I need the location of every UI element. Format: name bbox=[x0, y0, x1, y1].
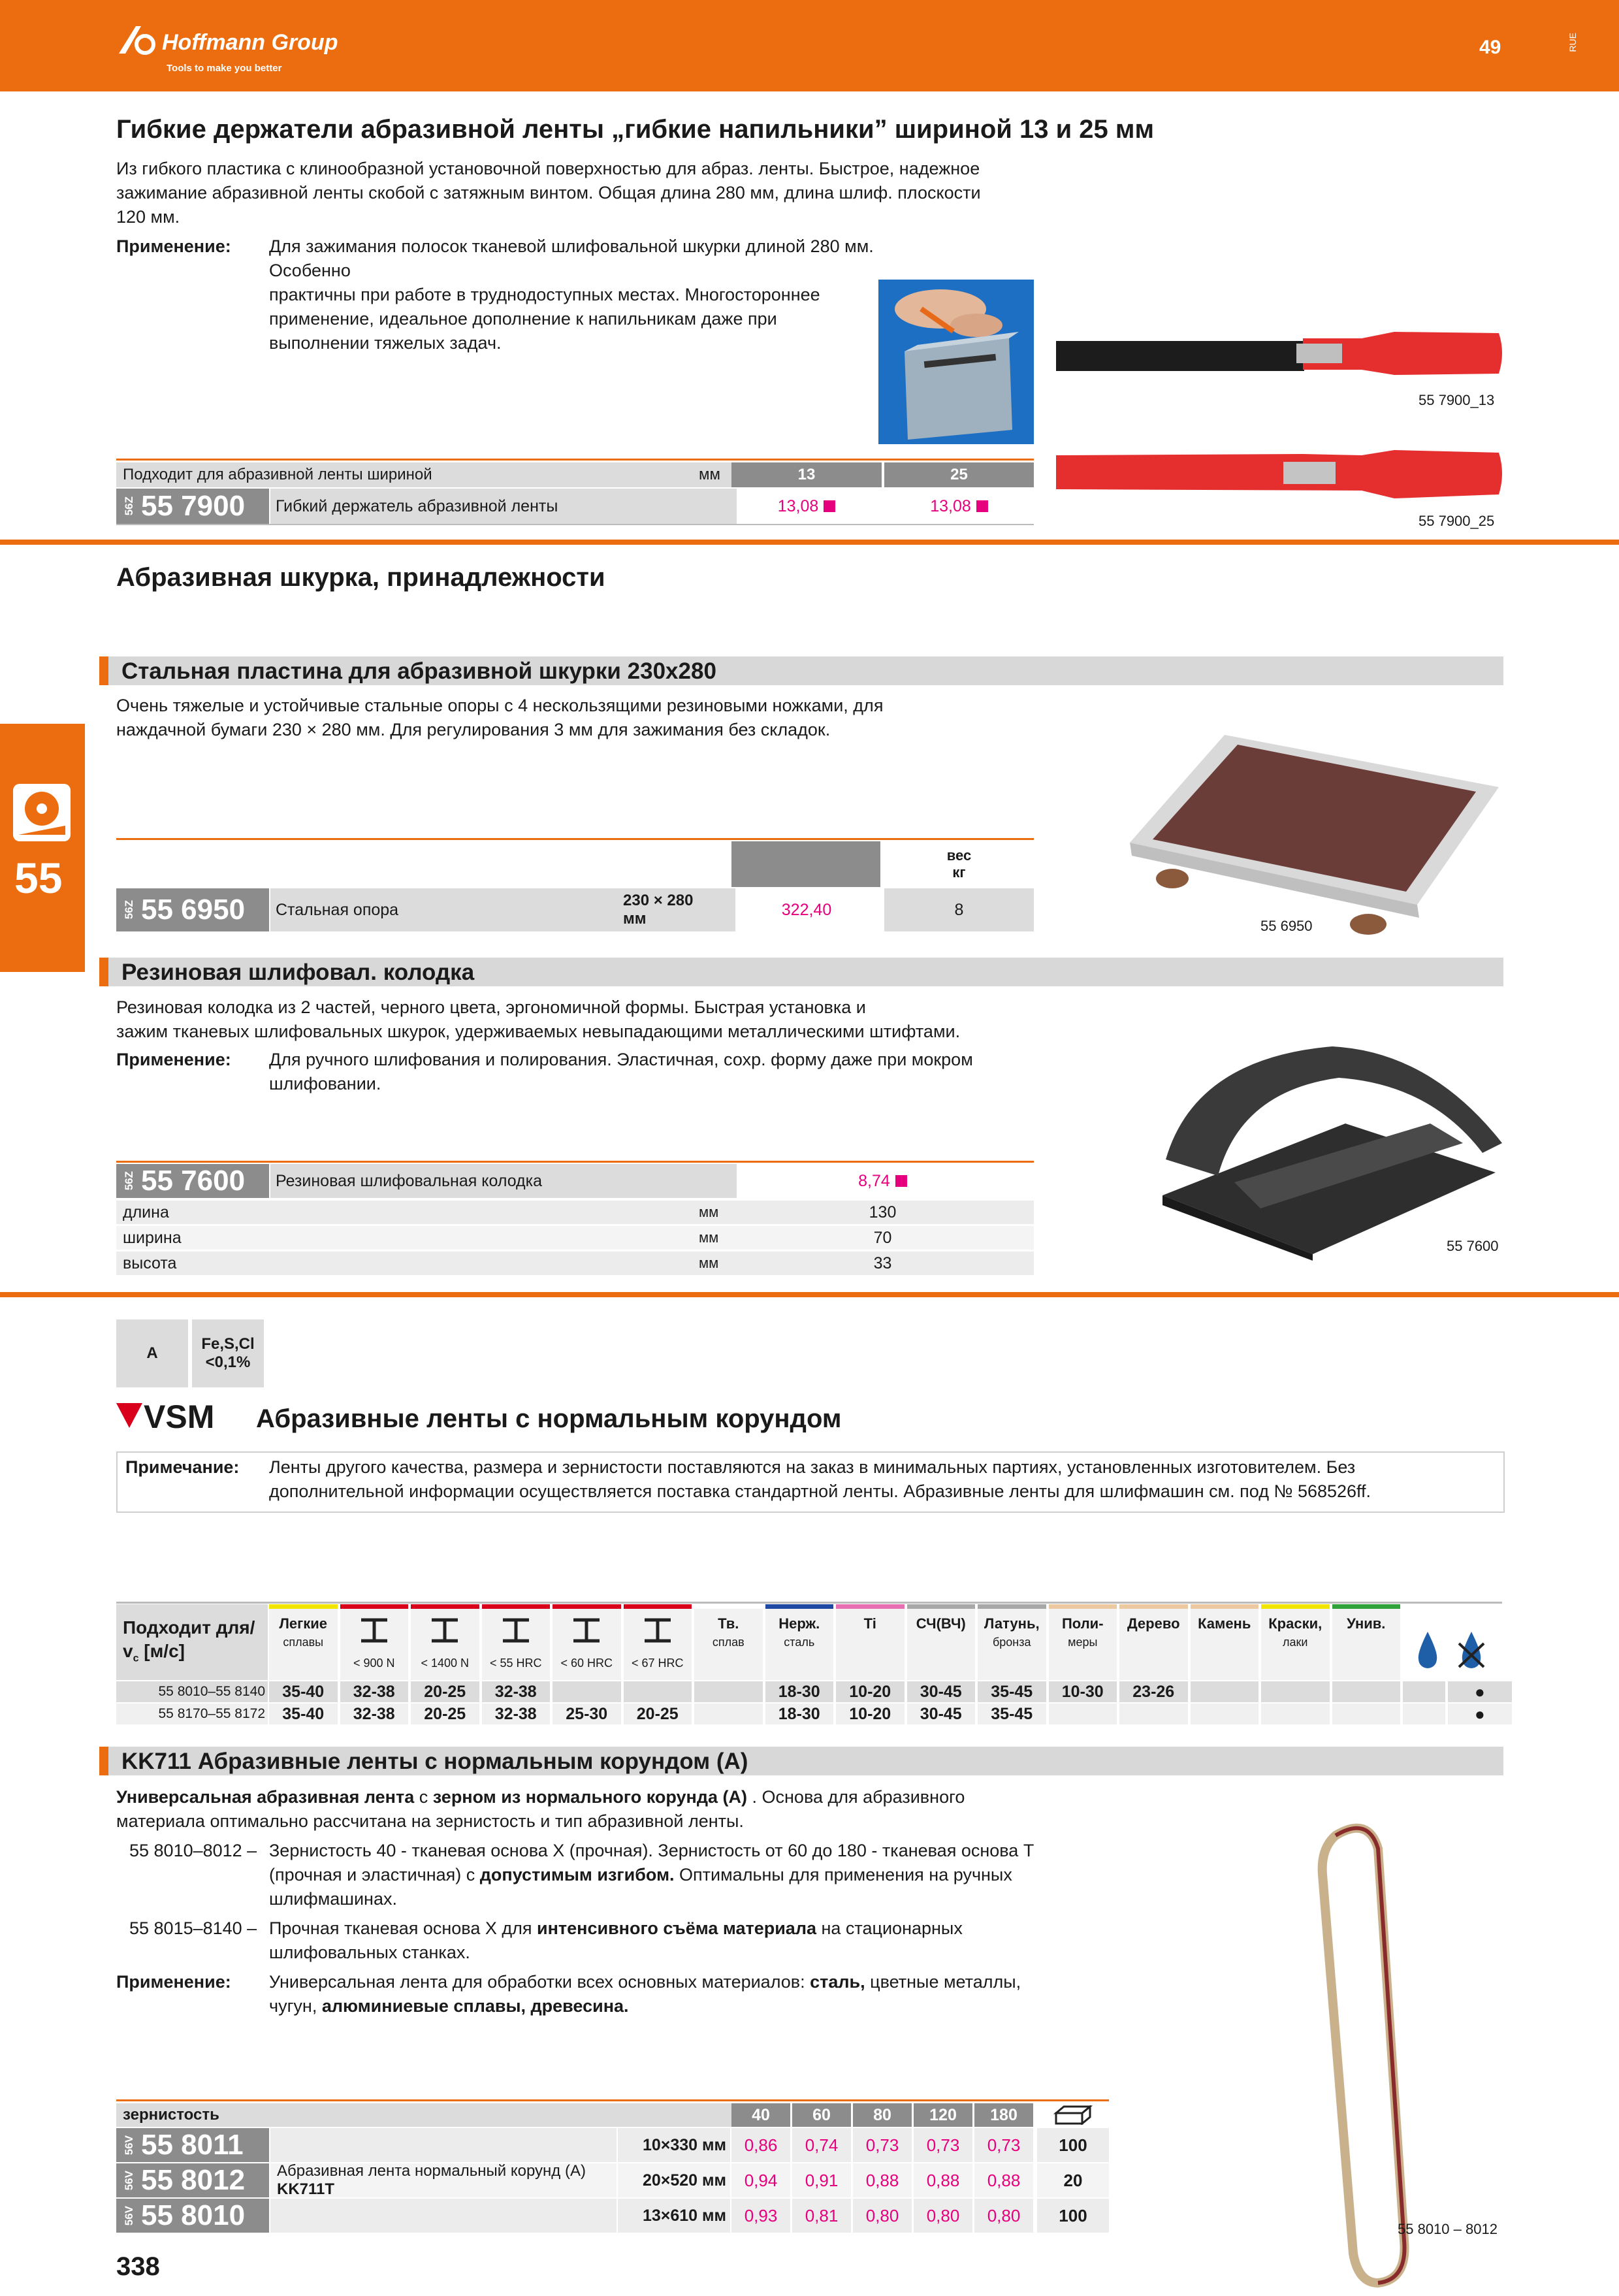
matrix-col-label: Поли- меры bbox=[1061, 1615, 1104, 1649]
material-color-stripe bbox=[1332, 1604, 1401, 1609]
article-number[interactable]: 56V 55 8012 bbox=[116, 2163, 269, 2197]
item2-code: 55 8015–8140 – bbox=[129, 1918, 257, 1938]
matrix-cell: 32-38 bbox=[340, 1704, 409, 1724]
matrix-col-label: СЧ(ВЧ) bbox=[916, 1615, 966, 1632]
matrix-cell: 30-45 bbox=[907, 1704, 976, 1724]
matrix-cell: 20-25 bbox=[624, 1704, 692, 1724]
price[interactable]: 8,74 bbox=[731, 1164, 1034, 1198]
article-number[interactable]: 56Z 55 7900 bbox=[116, 489, 269, 524]
app-line: применение, идеальное дополнение к напильникам даже при bbox=[269, 309, 777, 329]
material-color-stripe bbox=[836, 1604, 905, 1609]
desc-line: наждачной бумаги 230 × 280 мм. Для регулирования 3 мм для зажимания без складок. bbox=[116, 720, 831, 739]
grit-col-80: 80 bbox=[853, 2103, 912, 2127]
dry-grinding-icon bbox=[1455, 1630, 1488, 1670]
brand-name: Hoffmann Group bbox=[162, 30, 338, 55]
item1-text: Зернистость 40 - тканевая основа X (прочная). Зернистость от 60 до 180 - тканевая основа T (прочная и эластичная) с допустимым изгибом. Оптимальны для применения на ручных шлифмашинах. bbox=[269, 1841, 1034, 1909]
section1-description bbox=[116, 157, 1063, 229]
belt-price[interactable]: 0,91 bbox=[792, 2163, 851, 2197]
product-name: Гибкий держатель абразивной ленты bbox=[270, 489, 737, 524]
table-header-label: Подходит для абразивной ленты шириной bbox=[116, 462, 737, 487]
wet-grinding-icon bbox=[1415, 1630, 1441, 1670]
material-color-stripe bbox=[1049, 1604, 1117, 1609]
material-color-stripe bbox=[340, 1604, 409, 1609]
matrix-cell bbox=[1191, 1681, 1259, 1702]
product-name: Стальная опора bbox=[270, 888, 622, 931]
matrix-col-label: < 67 HRC bbox=[631, 1657, 684, 1670]
matrix-col-label: Легкие сплавы bbox=[279, 1615, 328, 1649]
price-13[interactable]: 13,08 bbox=[731, 489, 882, 524]
app-line: Для зажимания полосок тканевой шлифовальной шкурки длиной 280 мм. Особенно bbox=[269, 236, 874, 280]
article-number[interactable]: 56V 55 8011 bbox=[116, 2128, 269, 2162]
matrix-col-label: Ti bbox=[863, 1615, 876, 1632]
matrix-cell bbox=[1191, 1704, 1259, 1724]
section-divider bbox=[0, 540, 1619, 545]
image-label: 55 7600 bbox=[1447, 1238, 1499, 1254]
material-color-stripe bbox=[411, 1604, 479, 1609]
desc-line: 120 мм. bbox=[116, 207, 180, 227]
abrasive-belt-image bbox=[1313, 1822, 1411, 2293]
product-size: 230 × 280 мм bbox=[618, 888, 735, 931]
matrix-cell: 35-40 bbox=[269, 1681, 338, 1702]
material-color-stripe bbox=[1119, 1604, 1188, 1609]
spec-label-height: высота bbox=[116, 1252, 738, 1275]
matrix-col-label: Латунь, бронза bbox=[984, 1615, 1040, 1649]
product-name: Резиновая шлифовальная колодка bbox=[270, 1164, 737, 1198]
article-number[interactable]: 56V 55 8010 bbox=[116, 2199, 269, 2233]
holder-13-image bbox=[1055, 327, 1505, 385]
material-color-stripe bbox=[907, 1604, 976, 1609]
item1-code: 55 8010–8012 – bbox=[129, 1841, 257, 1860]
material-color-stripe bbox=[553, 1604, 621, 1609]
matrix-cell: 32-38 bbox=[482, 1681, 551, 1702]
matrix-row-range: 55 8170–55 8172 bbox=[116, 1704, 268, 1724]
section-divider bbox=[0, 1292, 1619, 1297]
section-bar-steel-plate: Стальная пластина для абразивной шкурки 230x280 bbox=[99, 656, 1503, 685]
section6-application: Универсальная лента для обработки всех основных материалов: сталь, цветные металлы, чугун, алюминиевые сплавы, древесина. bbox=[269, 1972, 1021, 2016]
application-label: Применение: bbox=[116, 1972, 231, 1992]
material-color-stripe bbox=[694, 1604, 763, 1609]
belt-size: 13×610 мм bbox=[618, 2199, 730, 2233]
matrix-cell: 10-20 bbox=[836, 1704, 905, 1724]
matrix-cell bbox=[1332, 1681, 1401, 1702]
matrix-cell: 20-25 bbox=[411, 1704, 479, 1724]
matrix-cell bbox=[1049, 1704, 1117, 1724]
image-label: 55 7900_13 bbox=[1419, 392, 1495, 408]
matrix-header-label: Подходит для/ $v_c$ [м/с] bbox=[123, 1617, 255, 1664]
matrix-col-label: < 60 HRC bbox=[560, 1657, 613, 1670]
desc-line: Очень тяжелые и устойчивые стальные опоры с 4 нескользящими резиновыми ножками, для bbox=[116, 696, 884, 715]
app-line: выполнении тяжелых задач. bbox=[269, 333, 502, 353]
belt-price[interactable]: 0,94 bbox=[731, 2163, 790, 2197]
section4-description bbox=[116, 995, 1063, 1044]
app-line: практичны при работе в труднодоступных местах. Многостороннее bbox=[269, 285, 820, 304]
width-col-25: 25 bbox=[884, 462, 1034, 487]
table-top-line bbox=[116, 838, 1034, 840]
matrix-cell bbox=[1332, 1704, 1401, 1724]
section1-title: Гибкие держатели абразивной ленты „гибкие напильники” шириной 13 и 25 мм bbox=[116, 115, 1155, 144]
material-color-stripe bbox=[482, 1604, 551, 1609]
weight-header: вес кг bbox=[946, 847, 972, 881]
spec-label-width: ширина bbox=[116, 1226, 738, 1250]
belt-product-name: Абразивная лента нормальный корунд (A) KK711T bbox=[277, 2162, 586, 2198]
grit-col-40: 40 bbox=[731, 2103, 790, 2127]
material-color-stripe bbox=[1261, 1604, 1330, 1609]
grit-col-60: 60 bbox=[792, 2103, 851, 2127]
section2-title: Абразивная шкурка, принадлежности bbox=[116, 563, 605, 592]
belt-price[interactable]: 0,88 bbox=[974, 2163, 1033, 2197]
material-color-stripe bbox=[624, 1604, 692, 1609]
belt-price[interactable]: 0,93 bbox=[731, 2199, 790, 2233]
belt-price[interactable]: 0,73 bbox=[914, 2128, 972, 2162]
belt-price[interactable]: 0,88 bbox=[853, 2163, 912, 2197]
dry-grinding-dot: ● bbox=[1448, 1681, 1512, 1702]
grit-col-180: 180 bbox=[974, 2103, 1033, 2127]
article-number[interactable]: 56Z 55 6950 bbox=[116, 888, 269, 931]
note-label: Примечание: bbox=[125, 1457, 240, 1477]
belt-size: 10×330 мм bbox=[618, 2128, 730, 2162]
divider bbox=[116, 524, 1034, 525]
usage-photo bbox=[878, 280, 1034, 444]
pack-quantity: 100 bbox=[1037, 2128, 1109, 2162]
belt-price[interactable]: 0,81 bbox=[792, 2199, 851, 2233]
image-label: 55 7900_25 bbox=[1419, 513, 1495, 529]
table-top-line bbox=[116, 1161, 1034, 1163]
desc-line: Резиновая колодка из 2 частей, черного цвета, эргономичной формы. Быстрая установка и bbox=[116, 997, 866, 1017]
image-label: 55 6950 bbox=[1260, 918, 1313, 934]
matrix-cell bbox=[553, 1681, 621, 1702]
material-color-stripe bbox=[978, 1604, 1046, 1609]
pack-quantity-icon bbox=[1037, 2103, 1109, 2127]
belt-price[interactable]: 0,74 bbox=[792, 2128, 851, 2162]
note-line: дополнительной информации осуществляется поставка стандартной ленты. Абразивные ленты для шлифмашин см. под № 568526ff. bbox=[269, 1481, 1371, 1501]
desc-line: зажимание абразивной ленты скобой с затяжным винтом. Общая длина 280 мм, длина шлиф. плоскости bbox=[116, 183, 981, 202]
image-label: 55 8010 – 8012 bbox=[1398, 2221, 1498, 2237]
matrix-cell: 23-26 bbox=[1119, 1681, 1188, 1702]
matrix-col-label: Камень bbox=[1198, 1615, 1251, 1632]
table-header-unit: мм bbox=[699, 462, 730, 487]
matrix-cell: 32-38 bbox=[482, 1704, 551, 1724]
spec-value-width: 70 bbox=[731, 1226, 1034, 1250]
belt-name-cell bbox=[270, 2128, 617, 2162]
application-label: Применение: bbox=[116, 1050, 231, 1069]
spec-value-length: 130 bbox=[731, 1201, 1034, 1224]
matrix-cell: 35-40 bbox=[269, 1704, 338, 1724]
section5-title: Абразивные ленты с нормальным корундом bbox=[256, 1404, 842, 1433]
section-bar-kk711: KK711 Абразивные ленты с нормальным корундом (A) bbox=[99, 1747, 1503, 1775]
weight-value: 8 bbox=[884, 888, 1034, 931]
matrix-cell: 18-30 bbox=[765, 1704, 834, 1724]
application-label: Применение: bbox=[116, 236, 231, 256]
section3-description bbox=[116, 694, 1063, 742]
dry-grinding-dot: ● bbox=[1448, 1704, 1512, 1724]
desc-line: зажим тканевых шлифовальных шкурок, удерживаемых невыпадающими металлическими штифтами. bbox=[116, 1022, 961, 1041]
belt-price[interactable]: 0,86 bbox=[731, 2128, 790, 2162]
matrix-cell: 30-45 bbox=[907, 1681, 976, 1702]
price[interactable]: 322,40 bbox=[781, 900, 832, 919]
table-top-line bbox=[116, 2099, 1109, 2101]
matrix-cell: 25-30 bbox=[553, 1704, 621, 1724]
matrix-cell bbox=[1261, 1681, 1330, 1702]
language-code: RUE bbox=[1567, 33, 1578, 52]
belt-size: 20×520 мм bbox=[618, 2163, 730, 2197]
belt-name-cell bbox=[270, 2199, 617, 2233]
holder-25-image bbox=[1055, 447, 1505, 506]
matrix-cell: 20-25 bbox=[411, 1681, 479, 1702]
matrix-col-label: < 1400 N bbox=[421, 1657, 470, 1670]
section4-application bbox=[269, 1048, 1053, 1096]
sanding-disc-icon bbox=[12, 783, 72, 843]
matrix-col-label: < 900 N bbox=[353, 1657, 395, 1670]
matrix-cell: 18-30 bbox=[765, 1681, 834, 1702]
matrix-cell: 35-45 bbox=[978, 1704, 1046, 1724]
matrix-col-label: Краски, лаки bbox=[1268, 1615, 1322, 1649]
matrix-col-label: Дерево bbox=[1127, 1615, 1180, 1632]
matrix-cell bbox=[694, 1681, 763, 1702]
chapter-number: 55 bbox=[14, 854, 63, 902]
matrix-cell: 10-20 bbox=[836, 1681, 905, 1702]
matrix-cell: 32-38 bbox=[340, 1681, 409, 1702]
matrix-cell: 10-30 bbox=[1049, 1681, 1117, 1702]
note-line: Ленты другого качества, размера и зернистости поставляются на заказ в минимальных партиях, установленных изготовителем. Без bbox=[269, 1457, 1356, 1477]
vsm-logo-icon bbox=[116, 1400, 142, 1432]
app-line: Для ручного шлифования и полирования. Эластичная, сохр. форму даже при мокром bbox=[269, 1050, 973, 1069]
matrix-col-label: < 55 HRC bbox=[489, 1657, 542, 1670]
section1-application bbox=[269, 234, 896, 355]
chapter-tab[interactable] bbox=[0, 724, 85, 972]
note-text bbox=[269, 1455, 1497, 1504]
matrix-col-label: Нерж. сталь bbox=[778, 1615, 820, 1649]
price-25[interactable]: 13,08 bbox=[884, 489, 1034, 524]
grit-col-120: 120 bbox=[914, 2103, 972, 2127]
spec-label-length: длина bbox=[116, 1201, 738, 1224]
material-color-stripe bbox=[269, 1604, 338, 1609]
page-number-top: 49 bbox=[1479, 37, 1501, 58]
page-number-bottom: 338 bbox=[116, 2252, 160, 2281]
app-line: шлифовании. bbox=[269, 1074, 381, 1093]
belt-price[interactable]: 0,80 bbox=[853, 2199, 912, 2233]
grit-label: зернистость bbox=[116, 2103, 737, 2127]
matrix-cell bbox=[624, 1681, 692, 1702]
section-bar-rubber-block: Резиновая шлифовал. колодка bbox=[99, 958, 1503, 986]
article-number[interactable]: 56Z 55 7600 bbox=[116, 1164, 269, 1198]
section6-intro: Универсальная абразивная лента с зерном из нормального корунда (A) . Основа для абразивного материала оптимально рассчитана на зернистость и тип абразивной ленты. bbox=[116, 1787, 965, 1831]
spec-unit: мм bbox=[699, 1201, 730, 1224]
matrix-row-range: 55 8010–55 8140 bbox=[116, 1681, 268, 1702]
pack-quantity: 20 bbox=[1037, 2163, 1109, 2197]
matrix-cell bbox=[1403, 1681, 1445, 1702]
matrix-cell: 35-45 bbox=[978, 1681, 1046, 1702]
table-top-line bbox=[116, 459, 1034, 461]
matrix-cell bbox=[694, 1704, 763, 1724]
brand-tagline: Tools to make you better bbox=[167, 63, 282, 74]
vsm-brand: VSM bbox=[144, 1399, 215, 1435]
hoffmann-logo-icon bbox=[116, 25, 158, 58]
steel-plate-image bbox=[1127, 732, 1502, 941]
material-color-stripe bbox=[1191, 1604, 1259, 1609]
desc-line: Из гибкого пластика с клинообразной установочной поверхностью для абраз. ленты. Быстрое, надежное bbox=[116, 159, 980, 178]
belt-price[interactable]: 0,80 bbox=[914, 2199, 972, 2233]
belt-price[interactable]: 0,73 bbox=[853, 2128, 912, 2162]
matrix-cell bbox=[1119, 1704, 1188, 1724]
price-header bbox=[731, 841, 880, 887]
matrix-col-label: Унив. bbox=[1347, 1615, 1386, 1632]
spec-value-height: 33 bbox=[731, 1252, 1034, 1275]
rubber-block-image bbox=[1156, 1045, 1509, 1261]
spec-unit: мм bbox=[699, 1252, 730, 1275]
impurity-box: Fe,S,Cl <0,1% bbox=[192, 1319, 264, 1387]
item2-text: Прочная тканевая основа X для интенсивного съёма материала на стационарных шлифовальных станках. bbox=[269, 1918, 963, 1962]
belt-price[interactable]: 0,88 bbox=[914, 2163, 972, 2197]
matrix-col-label: Тв. сплав bbox=[712, 1615, 745, 1649]
pack-quantity: 100 bbox=[1037, 2199, 1109, 2233]
material-color-stripe bbox=[765, 1604, 834, 1609]
matrix-top-line bbox=[116, 1602, 1502, 1604]
abrasive-type-box: A bbox=[116, 1319, 188, 1387]
width-col-13: 13 bbox=[731, 462, 882, 487]
belt-price[interactable]: 0,73 bbox=[974, 2128, 1033, 2162]
matrix-cell bbox=[1403, 1704, 1445, 1724]
spec-unit: мм bbox=[699, 1229, 719, 1246]
belt-price[interactable]: 0,80 bbox=[974, 2199, 1033, 2233]
matrix-cell bbox=[1261, 1704, 1330, 1724]
